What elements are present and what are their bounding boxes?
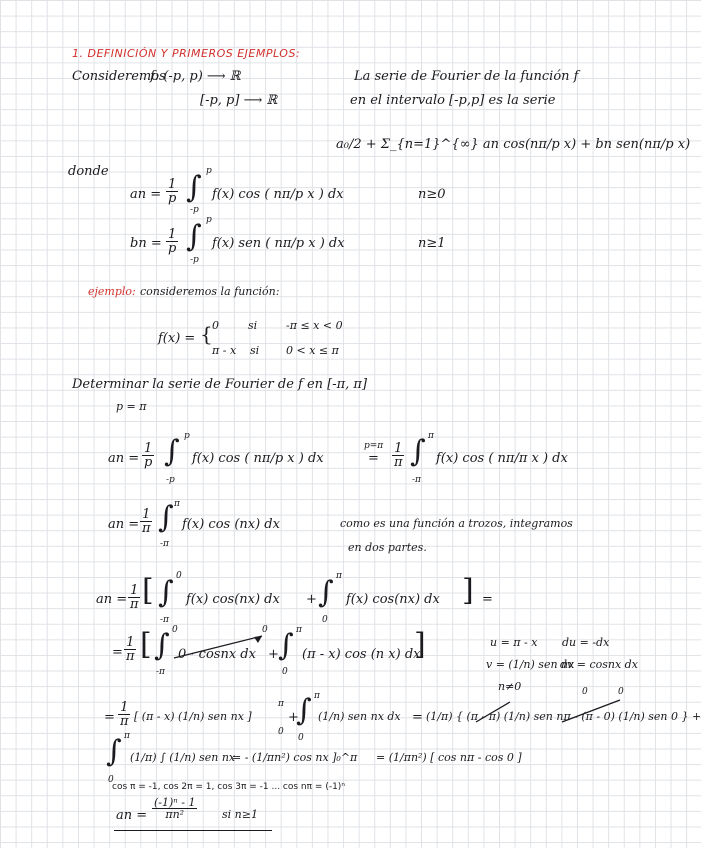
piecewise-brace: { <box>200 322 213 346</box>
step1-integral-sign: ∫ <box>164 434 180 469</box>
cos-values-line: cos π = -1, cos 2π = 1, cos 3π = -1 ... cos nπ = (-1)ⁿ <box>112 782 345 792</box>
subst-du: du = -dx <box>562 636 610 649</box>
bn-def-lhs: bn = <box>130 236 162 251</box>
step6-int-lower: 0 <box>108 775 114 785</box>
step4-int2-lower: 0 <box>282 667 288 677</box>
step4-close-bracket: ] <box>414 627 426 662</box>
step6-eq2: = (1/πn²) [ cos nπ - cos 0 ] <box>376 751 522 764</box>
consideremos-text: Consideremos <box>72 69 166 84</box>
step1-frac <box>142 442 154 469</box>
step3-integral2-sign: ∫ <box>318 575 334 610</box>
step5-frac-den: π <box>120 714 129 729</box>
step4-int1-upper: 0 <box>172 625 178 635</box>
step6-eq1: = - (1/πn²) cos nx ]₀^π <box>232 751 358 764</box>
subst-u: u = π - x <box>490 636 538 649</box>
step5-integral-sign: ∫ <box>296 693 312 728</box>
step3-lhs: an = <box>96 592 128 607</box>
an-def-frac-num: 1 <box>168 177 177 192</box>
step3-open-bracket: [ <box>142 573 154 608</box>
result-frac-num: (-1)ⁿ - 1 <box>154 796 196 809</box>
an-def-lhs: an = <box>130 187 162 202</box>
step5-frac <box>118 701 131 728</box>
fourier-series-formula: a₀/2 + Σ_{n=1}^{∞} an cos(nπ/p x) + bn sen(nπ/p x) <box>336 137 691 152</box>
ejemplo-label: ejemplo: <box>88 285 136 298</box>
step3-end: = <box>482 592 493 607</box>
step6-integral-sign: ∫ <box>106 734 122 769</box>
step6-int-upper: π <box>124 731 130 741</box>
an-def-frac <box>166 178 178 205</box>
step5-bracket-upper: π <box>278 699 284 709</box>
piecewise-case2-value: π - x <box>212 344 237 357</box>
bn-def-frac-num: 1 <box>168 227 177 242</box>
step1-frac2 <box>392 442 405 469</box>
serie-text-line-2: en el intervalo [-p,p] es la serie <box>350 93 556 108</box>
an-def-integral-sign: ∫ <box>186 170 202 205</box>
an-def-frac-den: p <box>168 191 177 206</box>
step4-int1-lower: -π <box>156 667 165 677</box>
step4-frac <box>124 636 137 663</box>
step3-int1-body: f(x) cos(nx) dx <box>186 592 280 607</box>
step2-upper: π <box>174 499 180 509</box>
step4-int2-upper: π <box>296 625 302 635</box>
an-def-lower: -p <box>190 205 199 215</box>
map-line-1: f: (-p, p) ⟶ ℝ <box>150 69 241 84</box>
step2-frac <box>140 508 153 535</box>
step3-frac <box>128 584 141 611</box>
subst-dv: dv = cosnx dx <box>560 658 638 671</box>
step4-zero-mark: 0 <box>262 625 268 635</box>
result-underline <box>114 830 272 831</box>
step5-lhs: = <box>104 710 115 725</box>
step2-note-line1: como es una función a trozos, integramos <box>340 517 573 530</box>
piecewise-case1-value: 0 <box>212 319 219 332</box>
step3-frac-num: 1 <box>130 583 139 598</box>
piecewise-lhs: f(x) = <box>158 331 196 346</box>
step1-lhs: an = <box>108 451 140 466</box>
step2-body: f(x) cos (nx) dx <box>182 517 280 532</box>
step1-frac2-den: π <box>394 455 403 470</box>
step5-bracket-lower: 0 <box>278 727 284 737</box>
step4-cancel-arrow <box>172 632 272 662</box>
step1-lower2: -π <box>412 475 421 485</box>
step5-plus: + <box>288 710 299 725</box>
step2-note-line2: en dos partes. <box>348 541 427 554</box>
piecewise-case2-si: si <box>250 344 260 357</box>
step1-frac-den: p <box>144 455 153 470</box>
step5-int-body: (1/n) sen nx dx <box>318 710 401 723</box>
step4-integral1-sign: ∫ <box>154 628 170 663</box>
step4-lhs: = <box>112 645 123 660</box>
step5-frac-num: 1 <box>120 700 129 715</box>
step3-int2-upper: π <box>336 571 342 581</box>
result-frac-den: πn² <box>165 808 185 821</box>
step1-upper: p <box>184 431 190 441</box>
step2-frac-den: π <box>142 521 151 536</box>
step3-integral1-sign: ∫ <box>158 575 174 610</box>
step1-frac-num: 1 <box>144 441 153 456</box>
step4-int1-body: 0 · cosnx dx <box>178 647 256 662</box>
step6-body: (1/π) ∫ (1/n) sen nx <box>130 751 236 764</box>
step1-eq: = <box>368 451 379 466</box>
step3-plus: + <box>306 592 317 607</box>
result-lhs: an = <box>116 808 148 823</box>
step1-integral2-sign: ∫ <box>410 434 426 469</box>
p-equals-pi: p = π <box>116 400 147 413</box>
step5-zero-mark-1: 0 <box>582 687 588 697</box>
donde-text: donde <box>68 164 109 179</box>
ejemplo-text: consideremos la función: <box>140 285 280 298</box>
step3-frac-den: π <box>130 597 139 612</box>
step3-int2-body: f(x) cos(nx) dx <box>346 592 440 607</box>
map-line-2: [-p, p] ⟶ ℝ <box>200 93 278 108</box>
result-cond: si n≥1 <box>222 808 258 821</box>
step4-int2-body: (π - x) cos (n x) dx <box>302 647 421 662</box>
step4-frac-num: 1 <box>126 635 135 650</box>
bn-def-frac-den: p <box>168 241 177 256</box>
bn-def-cond: n≥1 <box>418 236 446 251</box>
result-frac <box>152 797 197 820</box>
an-def-body: f(x) cos ( nπ/p x ) dx <box>212 187 344 202</box>
step1-eq-label: p=π <box>364 441 384 451</box>
step4-frac-den: π <box>126 649 135 664</box>
step3-int2-lower: 0 <box>322 615 328 625</box>
bn-def-upper: p <box>206 215 212 225</box>
step1-frac2-num: 1 <box>394 441 403 456</box>
step5-int-lower: 0 <box>298 733 304 743</box>
step2-frac-num: 1 <box>142 507 151 522</box>
an-def-upper: p <box>206 166 212 176</box>
step1-upper2: π <box>428 431 434 441</box>
step4-integral2-sign: ∫ <box>278 628 294 663</box>
subst-v: v = (1/n) sen nx <box>486 658 575 671</box>
piecewise-case2-cond: 0 < x ≤ π <box>286 344 339 357</box>
bn-def-lower: -p <box>190 255 199 265</box>
step5-bracket-term: [ (π - x) (1/n) sen nx ] <box>134 710 252 723</box>
an-def-cond: n≥0 <box>418 187 446 202</box>
step5-rhs: (1/π) { (π - π) (1/n) sen nπ - (π - 0) (1/n) sen 0 } + <box>426 710 701 723</box>
step1-body2: f(x) cos ( nπ/π x ) dx <box>436 451 568 466</box>
step5-zero-mark-2: 0 <box>618 687 624 697</box>
bn-def-body: f(x) sen ( nπ/p x ) dx <box>212 236 345 251</box>
step1-lower: -p <box>166 475 175 485</box>
step3-int1-lower: -π <box>160 615 169 625</box>
bn-def-integral-sign: ∫ <box>186 219 202 254</box>
step4-open-bracket: [ <box>140 627 152 662</box>
step5-int-upper: π <box>314 691 320 701</box>
step1-body: f(x) cos ( nπ/p x ) dx <box>192 451 324 466</box>
step2-lower: -π <box>160 539 169 549</box>
piecewise-case1-cond: -π ≤ x < 0 <box>286 319 343 332</box>
serie-text-line-1: La serie de Fourier de la función f <box>354 69 579 84</box>
step2-lhs: an = <box>108 517 140 532</box>
step2-integral-sign: ∫ <box>158 500 174 535</box>
subst-cond: n≠0 <box>498 680 522 693</box>
step5-eq: = <box>412 710 423 725</box>
section-heading: 1. DEFINICIÓN Y PRIMEROS EJEMPLOS: <box>72 47 301 60</box>
piecewise-case1-si: si <box>248 319 258 332</box>
step3-close-bracket: ] <box>462 573 474 608</box>
step3-int1-upper: 0 <box>176 571 182 581</box>
bn-def-frac <box>166 228 178 255</box>
step5-cancel-marks <box>470 696 630 730</box>
determinar-text: Determinar la serie de Fourier de f en [-π, π] <box>72 377 368 392</box>
step4-plus: + <box>268 647 279 662</box>
